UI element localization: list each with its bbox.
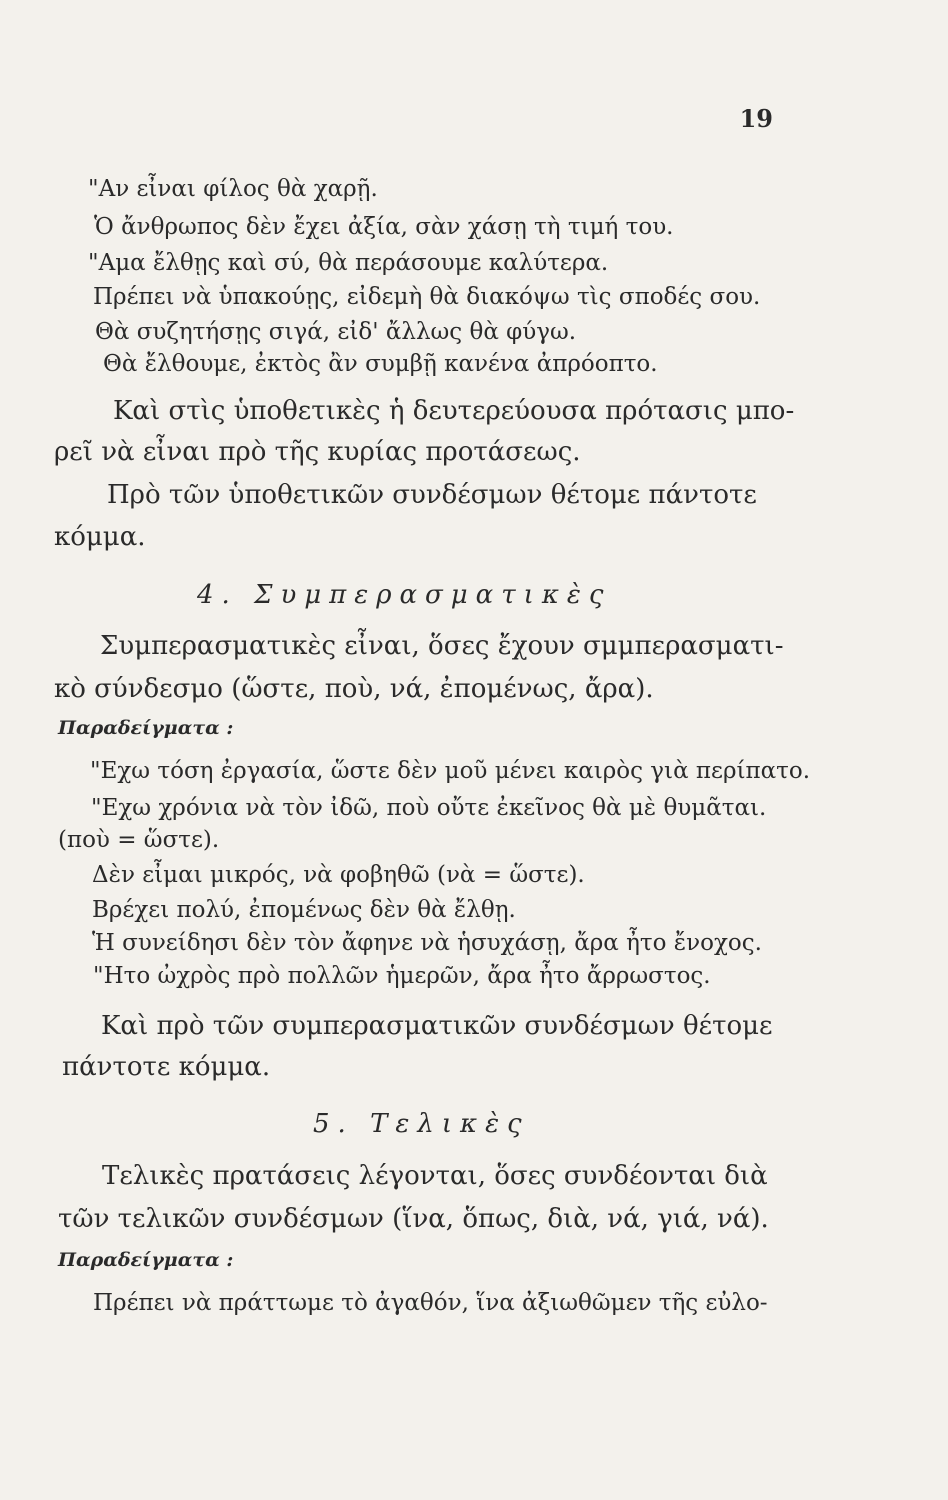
text-line: Καὶ πρὸ τῶν συμπερασματικῶν συνδέσμων θέτομε [101, 1011, 773, 1041]
page-number: 19 [739, 104, 773, 133]
section-heading: 4. Συμπερασματικὲς [197, 580, 612, 610]
text-line: "Αμα ἔλθῃς καὶ σύ, θὰ περάσουμε καλύτερα. [88, 250, 609, 276]
text-line: Πρέπει νὰ ὑπακούῃς, εἰδεμὴ θὰ διακόψω τὶς σποδές σου. [93, 284, 761, 310]
examples-label: Παραδείγματα : [58, 1249, 234, 1271]
text-line: Ἡ συνείδησι δὲν τὸν ἄφηνε νὰ ἡσυχάσῃ, ἄρα ἦτο ἔνοχος. [92, 930, 762, 956]
text-line: τῶν τελικῶν συνδέσμων (ἵνα, ὅπως, διὰ, νά, γιά, νά). [58, 1204, 769, 1234]
text-line: Τελικὲς πρατάσεις λέγονται, ὅσες συνδέονται διὰ [102, 1161, 768, 1191]
text-line: Δὲν εἶμαι μικρός, νὰ φοβηθῶ (νὰ = ὥστε). [92, 862, 585, 888]
text-line: "Ητο ὠχρὸς πρὸ πολλῶν ἡμερῶν, ἄρα ἦτο ἄρρωστος. [93, 963, 711, 989]
text-line: ρεῖ νὰ εἶναι πρὸ τῆς κυρίας προτάσεως. [54, 437, 581, 467]
text-line: "Εχω τόση ἐργασία, ὥστε δὲν μοῦ μένει καιρὸς γιὰ περίπατο. [90, 758, 811, 784]
text-line: πάντοτε κόμμα. [62, 1052, 271, 1082]
examples-label: Παραδείγματα : [58, 717, 234, 739]
text-line: Πρέπει νὰ πράττωμε τὸ ἀγαθόν, ἵνα ἀξιωθῶμεν τῆς εὐλο- [93, 1290, 768, 1316]
text-line: Ὁ ἄνθρωπος δὲν ἔχει ἀξία, σὰν χάσῃ τὴ τιμή του. [94, 214, 674, 240]
section-heading: 5. Τελικὲς [313, 1109, 530, 1139]
text-line: (ποὺ = ὥστε). [58, 827, 220, 853]
text-line: "Εχω χρόνια νὰ τὸν ἰδῶ, ποὺ οὔτε ἐκεῖνος θὰ μὲ θυμᾶται. [91, 795, 767, 821]
text-line: Καὶ στὶς ὑποθετικὲς ἡ δευτερεύουσα πρότασις μπο- [113, 396, 795, 426]
text-line: Θὰ συζητήσῃς σιγά, εἰδ' ἄλλως θὰ φύγω. [95, 319, 577, 345]
text-line: Θὰ ἔλθουμε, ἐκτὸς ἂν συμβῇ κανένα ἀπρόοπτο. [103, 351, 658, 377]
text-line: Συμπερασματικὲς εἶναι, ὅσες ἔχουν σμμπερασματι- [100, 631, 784, 661]
text-line: κὸ σύνδεσμο (ὥστε, ποὺ, νά, ἐπομένως, ἄρα). [54, 674, 654, 704]
text-line: Πρὸ τῶν ὑποθετικῶν συνδέσμων θέτομε πάντοτε [107, 480, 757, 510]
text-line: "Αν εἶναι φίλος θὰ χαρῇ. [88, 176, 378, 202]
text-line: Βρέχει πολύ, ἐπομένως δὲν θὰ ἔλθῃ. [92, 897, 516, 923]
text-line: κόμμα. [54, 522, 146, 552]
